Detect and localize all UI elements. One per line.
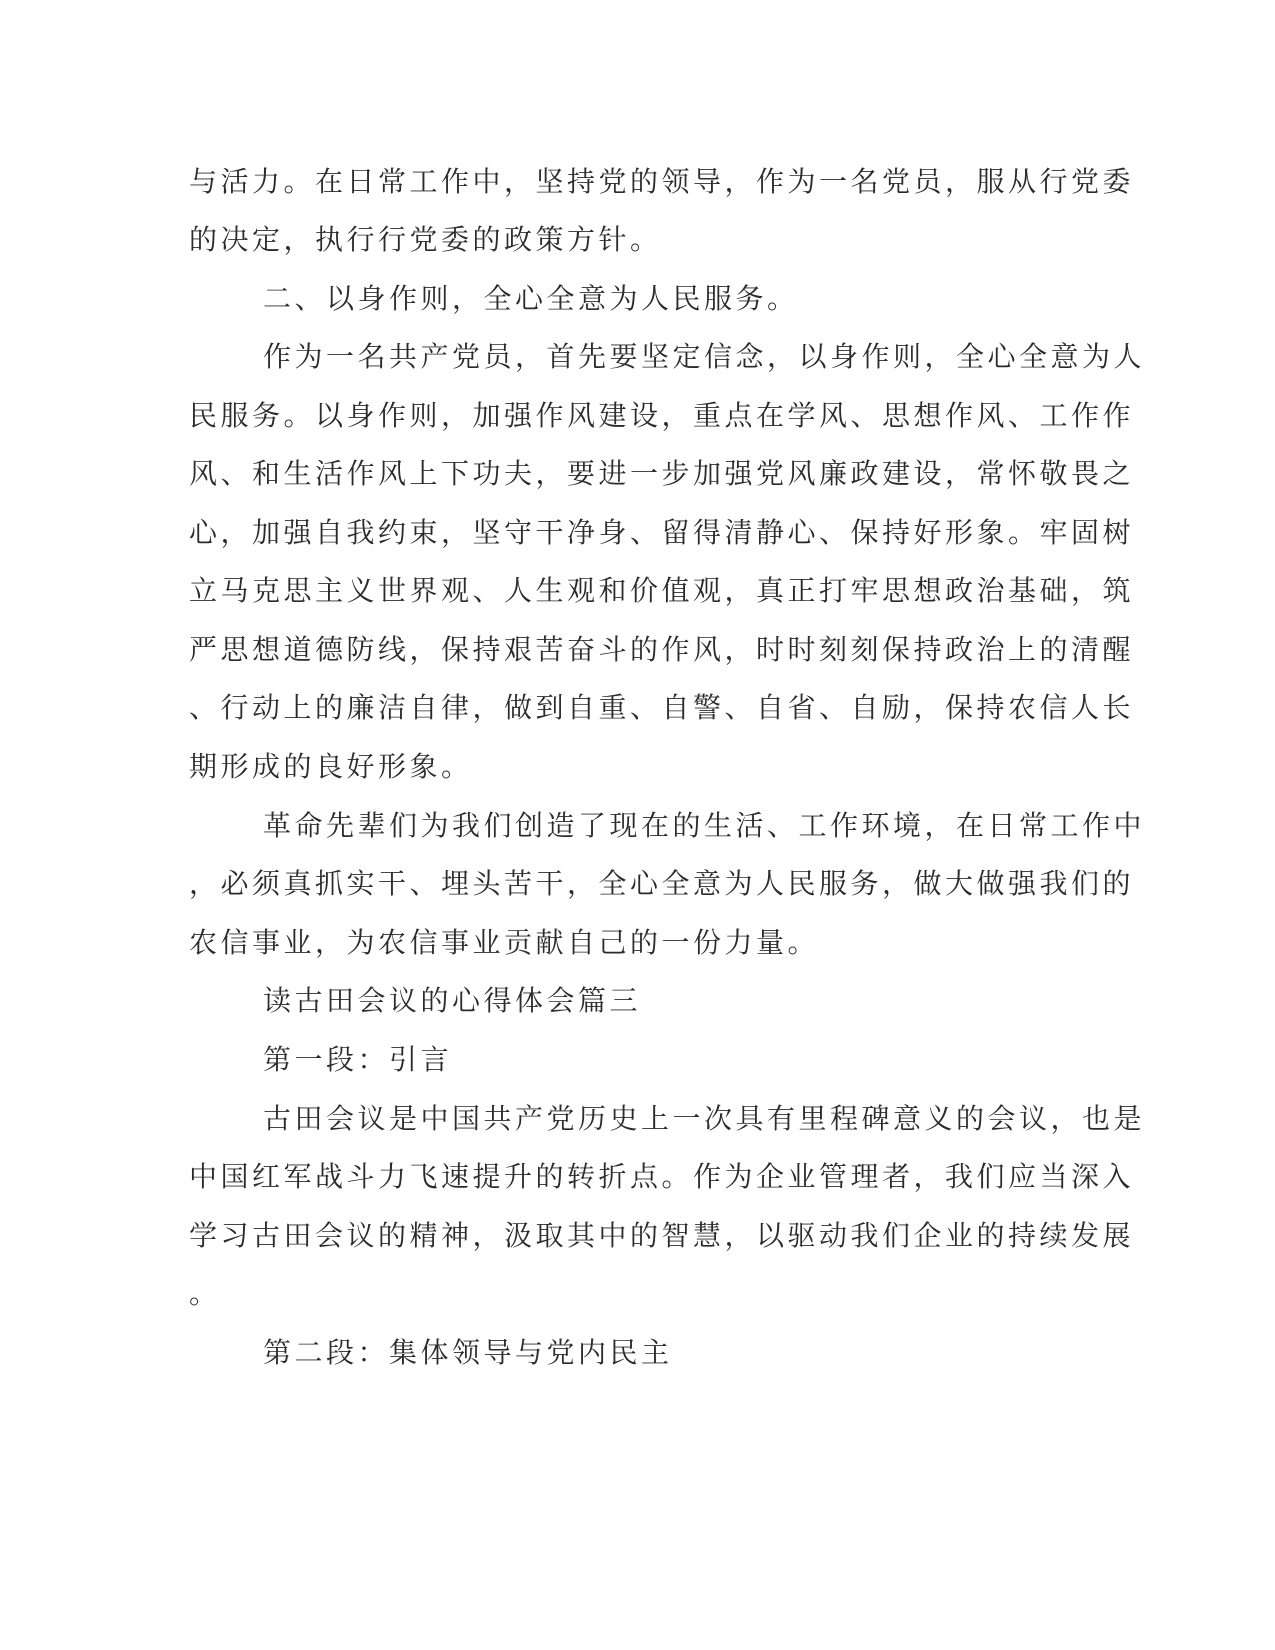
text-line: 学习古田会议的精神，汲取其中的智慧，以驱动我们企业的持续发展 [189,1219,1135,1252]
text-line: 古田会议是中国共产党历史上一次具有里程碑意义的会议，也是 [263,1102,1146,1135]
section-title: 读古田会议的心得体会篇三 [263,984,642,1017]
text-line: 严思想道德防线，保持艰苦奋斗的作风，时时刻刻保持政治上的清醒 [189,633,1135,666]
text-line: 立马克思主义世界观、人生观和价值观，真正打牢思想政治基础，筑 [189,574,1135,607]
text-line: ，必须真抓实干、埋头苦干，全心全意为人民服务，做大做强我们的 [189,867,1135,900]
section-heading: 二、以身作则，全心全意为人民服务。 [263,282,799,315]
text-line: 中国红军战斗力飞速提升的转折点。作为企业管理者，我们应当深入 [189,1160,1135,1193]
text-line: 农信事业，为农信事业贡献自己的一份力量。 [189,926,820,959]
section-heading: 第一段：引言 [263,1043,453,1076]
text-line: 的决定，执行行党委的政策方针。 [189,223,662,256]
text-line: 心，加强自我约束，坚守干净身、留得清静心、保持好形象。牢固树 [189,516,1135,549]
text-line: 期形成的良好形象。 [189,750,473,783]
section-heading: 第二段：集体领导与党内民主 [263,1336,673,1369]
text-line: 民服务。以身作则，加强作风建设，重点在学风、思想作风、工作作 [189,399,1135,432]
text-line: 、行动上的廉洁自律，做到自重、自警、自省、自励，保持农信人长 [189,691,1135,724]
text-line: 。 [189,1277,221,1310]
text-line: 风、和生活作风上下功夫，要进一步加强党风廉政建设，常怀敬畏之 [189,457,1135,490]
text-line: 革命先辈们为我们创造了现在的生活、工作环境，在日常工作中 [263,809,1146,842]
text-line: 作为一名共产党员，首先要坚定信念，以身作则，全心全意为人 [263,340,1146,373]
text-line: 与活力。在日常工作中，坚持党的领导，作为一名党员，服从行党委 [189,165,1135,198]
